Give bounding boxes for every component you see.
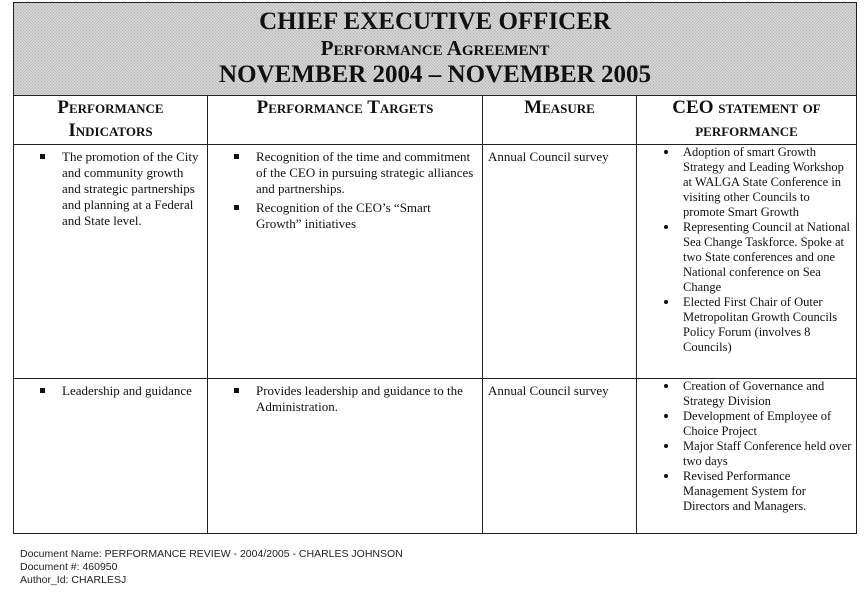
list-item: Revised Performance Management System for Directors and Managers.	[637, 469, 854, 514]
title-banner	[14, 3, 857, 96]
document-page	[13, 2, 856, 534]
statement-cell	[637, 379, 857, 534]
list-item: Elected First Chair of Outer Metropolitan Growth Councils Policy Forum (involves 8 Councils)	[637, 295, 854, 355]
document-title: CHIEF EXECUTIVE OFFICER	[259, 8, 611, 35]
list-item: Recognition of the time and commitment of the CEO in pursuing strategic alliances and partnerships.	[208, 149, 478, 197]
round-bullet-icon	[664, 384, 668, 388]
document-period: NOVEMBER 2004 – NOVEMBER 2005	[219, 61, 651, 88]
list-item: Provides leadership and guidance to the Administration.	[208, 383, 478, 415]
document-footer	[20, 548, 403, 587]
list-item: Leadership and guidance	[14, 383, 203, 399]
header-ceo-statement-line1: CEO statement of	[672, 97, 821, 118]
targets-cell	[208, 379, 483, 534]
header-performance-indicators: Performance Indicators	[14, 96, 208, 145]
footer-document-name: Document Name: PERFORMANCE REVIEW - 2004/2005 - CHARLES JOHNSON	[20, 548, 403, 560]
list-item: Creation of Governance and Strategy Division	[637, 379, 854, 409]
square-bullet-icon	[234, 388, 239, 393]
table-row	[14, 145, 857, 379]
list-item: Development of Employee of Choice Project	[637, 409, 854, 439]
list-item: Recognition of the CEO’s “Smart Growth” initiatives	[208, 200, 478, 232]
measure-cell: Annual Council survey	[483, 145, 637, 379]
title-row	[14, 3, 857, 96]
indicators-cell	[14, 145, 208, 379]
round-bullet-icon	[664, 414, 668, 418]
square-bullet-icon	[40, 388, 45, 393]
footer-document-number: Document #: 460950	[20, 561, 118, 573]
round-bullet-icon	[664, 444, 668, 448]
header-performance-targets: Performance Targets	[208, 96, 483, 145]
header-row	[14, 96, 857, 145]
list-item: Adoption of smart Growth Strategy and Leading Workshop at WALGA State Conference in visiting other Councils to promote Smart Growth	[637, 145, 854, 220]
targets-cell	[208, 145, 483, 379]
document-subtitle: Performance Agreement	[320, 36, 550, 60]
header-ceo-statement	[637, 96, 857, 145]
statement-cell	[637, 145, 857, 379]
table-row	[14, 379, 857, 534]
square-bullet-icon	[40, 154, 45, 159]
list-item: The promotion of the City and community growth and strategic partnerships and planning at a Federal and State level.	[14, 149, 203, 229]
round-bullet-icon	[664, 150, 668, 154]
indicators-cell	[14, 379, 208, 534]
round-bullet-icon	[664, 225, 668, 229]
performance-agreement-table	[13, 2, 857, 534]
square-bullet-icon	[234, 205, 239, 210]
header-ceo-statement-line2: performance	[695, 120, 798, 141]
round-bullet-icon	[664, 300, 668, 304]
measure-cell: Annual Council survey	[483, 379, 637, 534]
list-item: Representing Council at National Sea Change Taskforce. Spoke at two State conferences and one National conference on Sea Change	[637, 220, 854, 295]
list-item: Major Staff Conference held over two days	[637, 439, 854, 469]
footer-author-id: Author_Id: CHARLESJ	[20, 574, 127, 586]
round-bullet-icon	[664, 474, 668, 478]
header-measure: Measure	[483, 96, 637, 145]
square-bullet-icon	[234, 154, 239, 159]
